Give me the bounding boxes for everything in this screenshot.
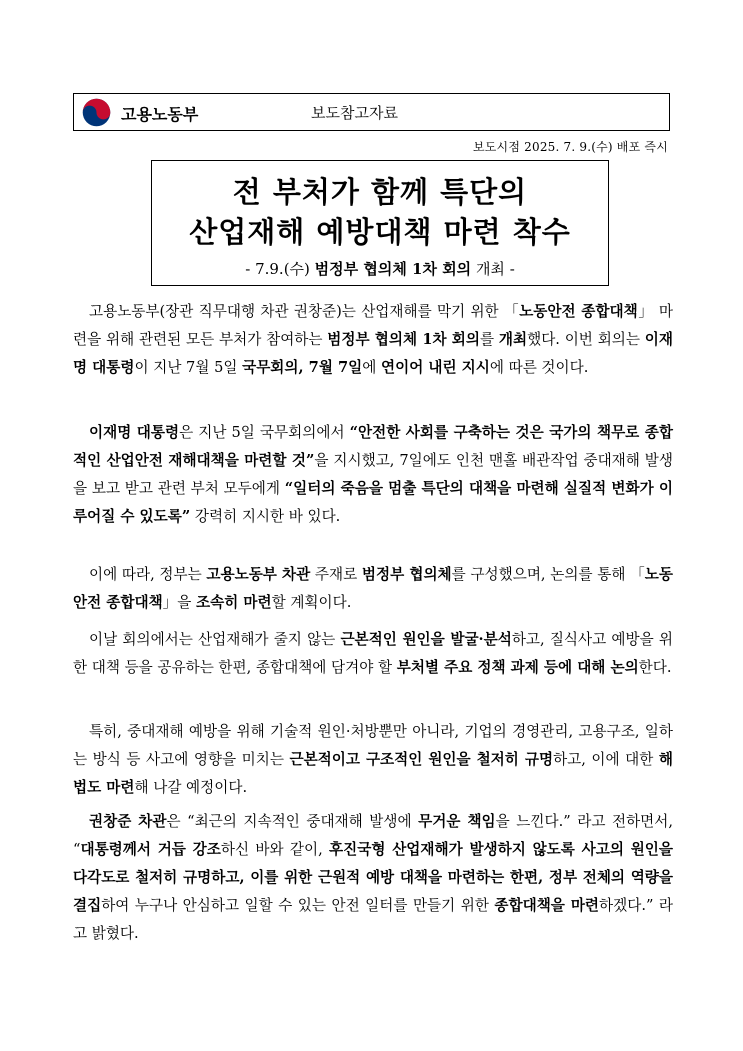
text-run: 했다. 이번 회의는: [527, 331, 645, 348]
paragraph-4: [73, 626, 673, 682]
paragraph-6: [73, 808, 673, 948]
paragraph-3: [73, 561, 673, 617]
bold-text-run: “안전한 사회를 구축하는 것은 국가의 책무로 종합적인 산업안전 재해대책을 마련할 것”: [73, 424, 673, 469]
subtitle-bold: 범정부 협의체 1차 회의: [314, 260, 472, 278]
bold-text-run: 조속히 마련: [196, 594, 272, 611]
paragraph-1: [73, 298, 673, 382]
text-run: 에 따른 것이다.: [489, 359, 589, 376]
header-box: [73, 93, 670, 131]
bold-text-run: 해법도 마련: [73, 751, 673, 796]
text-run: 」을: [162, 594, 197, 611]
bold-text-run: 국무회의, 7월 7일: [242, 359, 363, 376]
text-run: 를 구성했으며, 논의를 통해 「: [451, 566, 645, 583]
text-run: 하고, 질식사고 예방을 위한 대책 등을 공유하는 한편, 종합대책에 담겨야 할: [73, 631, 673, 676]
text-run: 특히, 중대재해 예방을 위해 기술적 원인·처방뿐만 아니라, 기업의 경영관리, 고용구조, 일하는 방식 등 사고에 영향을 미치는: [73, 723, 673, 768]
subtitle: [152, 258, 608, 279]
bold-text-run: “일터의 죽음을 멈출 특단의 대책을 마련해 실질적 변화가 이루어질 수 있도록”: [73, 480, 673, 525]
text-run: 주재로: [310, 566, 362, 583]
text-run: 이에 따라, 정부는: [89, 566, 207, 583]
bold-text-run: 무거운 책임: [418, 813, 496, 830]
bold-text-run: 권창준 차관: [89, 813, 167, 830]
text-run: 」 마련을 위해 관련된 모든 부처가 참여하는: [73, 303, 673, 348]
ministry-name: 고용노동부: [121, 105, 199, 124]
bold-text-run: 범정부 협의체 1차 회의: [327, 331, 480, 348]
text-run: 할 계획이다.: [271, 594, 352, 611]
bold-text-run: 노동안전 종합대책: [73, 566, 673, 611]
bold-text-run: 노동안전 종합대책: [519, 303, 638, 320]
bold-text-run: 연이어 내린 지시: [381, 359, 490, 376]
text-run: 를: [480, 331, 499, 348]
bold-text-run: 범정부 협의체: [361, 566, 452, 583]
title-line-1: 전 부처가 함께 특단의: [232, 175, 528, 209]
government-taeguk-logo-icon: [82, 98, 111, 127]
text-run: 강력히 지시한 바 있다.: [190, 508, 341, 525]
text-run: 하겠다.” 라고 밝혔다.: [73, 897, 674, 942]
bold-text-run: 근본적이고 구조적인 원인을 철저히 규명: [289, 751, 554, 768]
title-box: [151, 160, 609, 286]
bold-text-run: 고용노동부 차관: [206, 566, 311, 583]
text-run: 한다.: [638, 659, 672, 676]
paragraph-2: [73, 419, 673, 531]
text-run: 해 나갈 예정이다.: [134, 779, 248, 796]
release-time: 보도시점 2025. 7. 9.(수) 배포 즉시: [472, 140, 668, 154]
bold-text-run: 이재명 대통령: [89, 424, 180, 441]
text-run: 이날 회의에서는 산업재해가 줄지 않는: [89, 631, 341, 648]
bold-text-run: 후진국형 산업재해가 발생하지 않도록 사고의 원인을 다각도로 철저히 규명하고, 이를 위한 근원적 예방 대책을 마련하는 한편, 정부 전체의 역량을 결집: [73, 841, 673, 914]
paragraph-5: [73, 718, 673, 802]
bold-text-run: 부처별 주요 정책 과제 등에 대해 논의: [396, 659, 639, 676]
text-run: 은 지난 5일 국무회의에서: [179, 424, 350, 441]
text-run: 하신 바와 같이,: [220, 841, 330, 858]
text-run: 고용노동부(장관 직무대행 차관 권창준)는 산업재해를 막기 위한 「: [89, 303, 520, 320]
text-run: 이 지난 7월 5일: [134, 359, 243, 376]
subtitle-prefix: - 7.9.(수): [245, 260, 315, 278]
subtitle-suffix: 개최 -: [471, 260, 515, 278]
text-run: 하고, 이에 대한: [553, 751, 659, 768]
bold-text-run: 근본적인 원인을 발굴·분석: [340, 631, 512, 648]
bold-text-run: 종합대책을 마련: [494, 897, 600, 914]
bold-text-run: 대통령께서 거듭 강조: [80, 841, 221, 858]
text-run: 에: [362, 359, 381, 376]
title-line-2: 산업재해 예방대책 마련 착수: [189, 215, 571, 249]
bold-text-run: 이재명 대통령: [73, 331, 673, 376]
text-run: 을 느낀다.” 라고 전하면서, “: [73, 813, 673, 858]
text-run: 은 “최근의 지속적인 중대재해 발생에: [166, 813, 419, 830]
bold-text-run: 개최: [498, 331, 528, 348]
document-type: 보도참고자료: [311, 104, 398, 122]
text-run: 을 지시했고, 7일에도 인천 맨홀 배관작업 중대재해 발생을 보고 받고 관련 부처 모두에게: [73, 452, 673, 497]
text-run: 하여 누구나 안심하고 일할 수 있는 안전 일터를 만들기 위한: [101, 897, 495, 914]
